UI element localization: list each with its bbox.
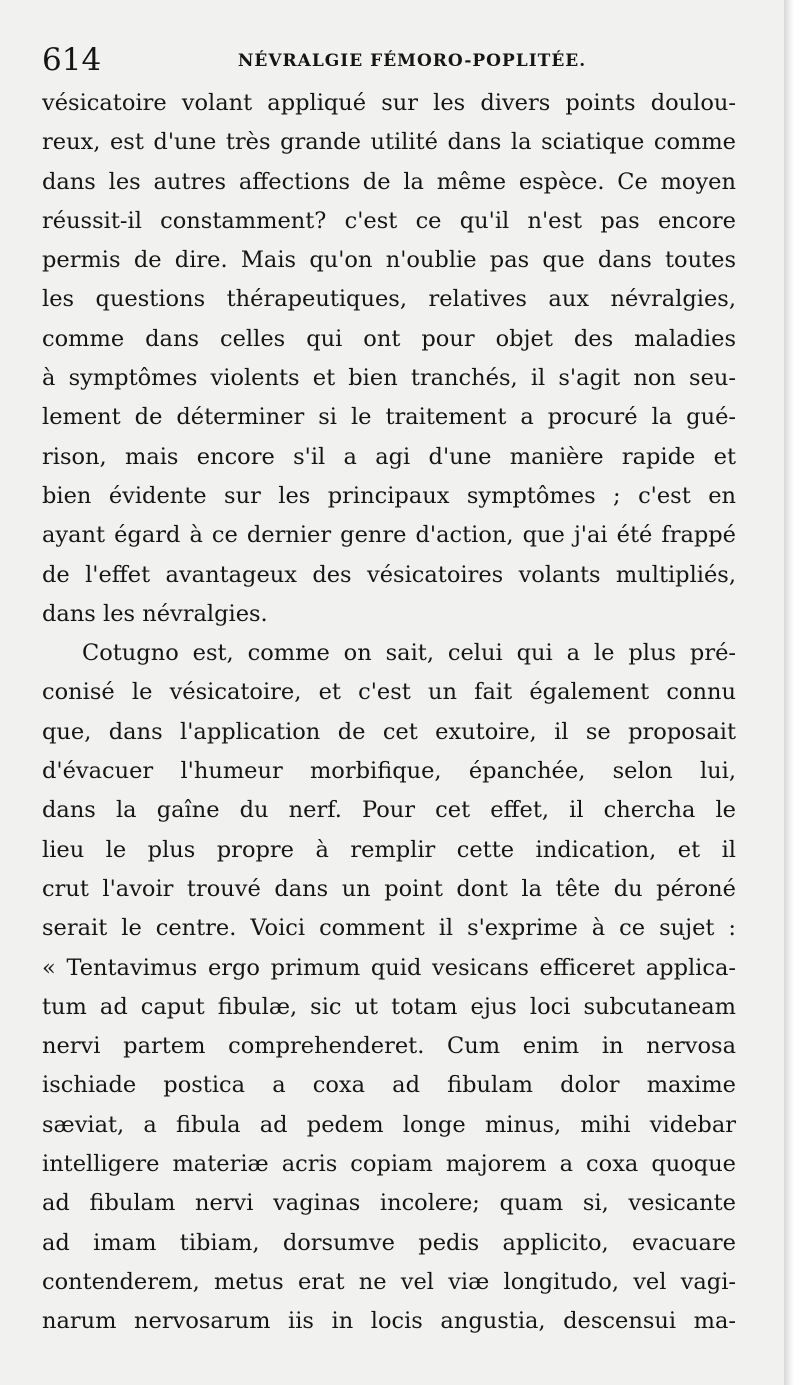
paragraph-end-line: dans les névralgies.: [42, 600, 268, 627]
text-line: reux, est d'une très grande utilité dans la sciatique comme: [42, 129, 736, 156]
text-line: lement de déterminer si le traitement a procuré la gué-: [42, 404, 736, 431]
text-line: nervi partem comprehenderet. Cum enim in nervosa: [42, 1033, 736, 1060]
text-line: narum nervosarum iis in locis angustia, descensui ma-: [42, 1308, 736, 1335]
text-line: « Tentavimus ergo primum quid vesicans efficeret applica-: [42, 954, 736, 981]
text-line: contenderem, metus erat ne vel viæ longitudo, vel vagi-: [42, 1268, 736, 1295]
text-line: d'évacuer l'humeur morbifique, épanchée, selon lui,: [42, 758, 736, 785]
text-line: que, dans l'application de cet exutoire, il se proposait: [42, 718, 736, 745]
paragraph-start-line: Cotugno est, comme on sait, celui qui a le plus pré-: [82, 640, 736, 667]
page-edge: [784, 0, 800, 1385]
text-line: sæviat, a fibula ad pedem longe minus, mihi videbar: [42, 1111, 736, 1138]
text-line: bien évidente sur les principaux symptômes ; c'est en: [42, 482, 736, 509]
text-line: tum ad caput fibulæ, sic ut totam ejus loci subcutaneam: [42, 993, 736, 1020]
text-line: à symptômes violents et bien tranchés, il s'agit non seu-: [42, 365, 736, 392]
running-title: NÉVRALGIE FÉMORO-POPLITÉE.: [237, 51, 587, 71]
text-line: dans les autres affections de la même espèce. Ce moyen: [42, 168, 736, 195]
page-number: 614: [42, 42, 102, 78]
text-line: conisé le vésicatoire, et c'est un fait également connu: [42, 679, 736, 706]
body-text: [42, 84, 736, 1342]
text-line: crut l'avoir trouvé dans un point dont la tête du péroné: [42, 875, 736, 902]
text-line: comme dans celles qui ont pour objet des maladies: [42, 325, 736, 352]
text-line: les questions thérapeutiques, relatives aux névralgies,: [42, 286, 736, 313]
text-line: rison, mais encore s'il a agi d'une manière rapide et: [42, 443, 736, 470]
text-line: réussit-il constamment? c'est ce qu'il n'est pas encore: [42, 207, 736, 234]
text-line: intelligere materiæ acris copiam majorem a coxa quoque: [42, 1151, 736, 1178]
page-header: [42, 40, 742, 80]
text-line: ischiade postica a coxa ad fibulam dolor maxime: [42, 1072, 736, 1099]
text-line: ayant égard à ce dernier genre d'action, que j'ai été frappé: [42, 522, 736, 549]
text-line: vésicatoire volant appliqué sur les divers points doulou-: [42, 90, 736, 116]
text-line: permis de dire. Mais qu'on n'oublie pas que dans toutes: [42, 247, 736, 274]
text-line: lieu le plus propre à remplir cette indication, et il: [42, 836, 736, 863]
text-line: serait le centre. Voici comment il s'exprime à ce sujet :: [42, 915, 736, 942]
text-line: de l'effet avantageux des vésicatoires volants multipliés,: [42, 561, 736, 588]
text-line: dans la gaîne du nerf. Pour cet effet, il chercha le: [42, 797, 736, 824]
text-line: ad fibulam nervi vaginas incolere; quam si, vesicante: [42, 1190, 736, 1217]
text-line: ad imam tibiam, dorsumve pedis applicito, evacuare: [42, 1229, 736, 1256]
